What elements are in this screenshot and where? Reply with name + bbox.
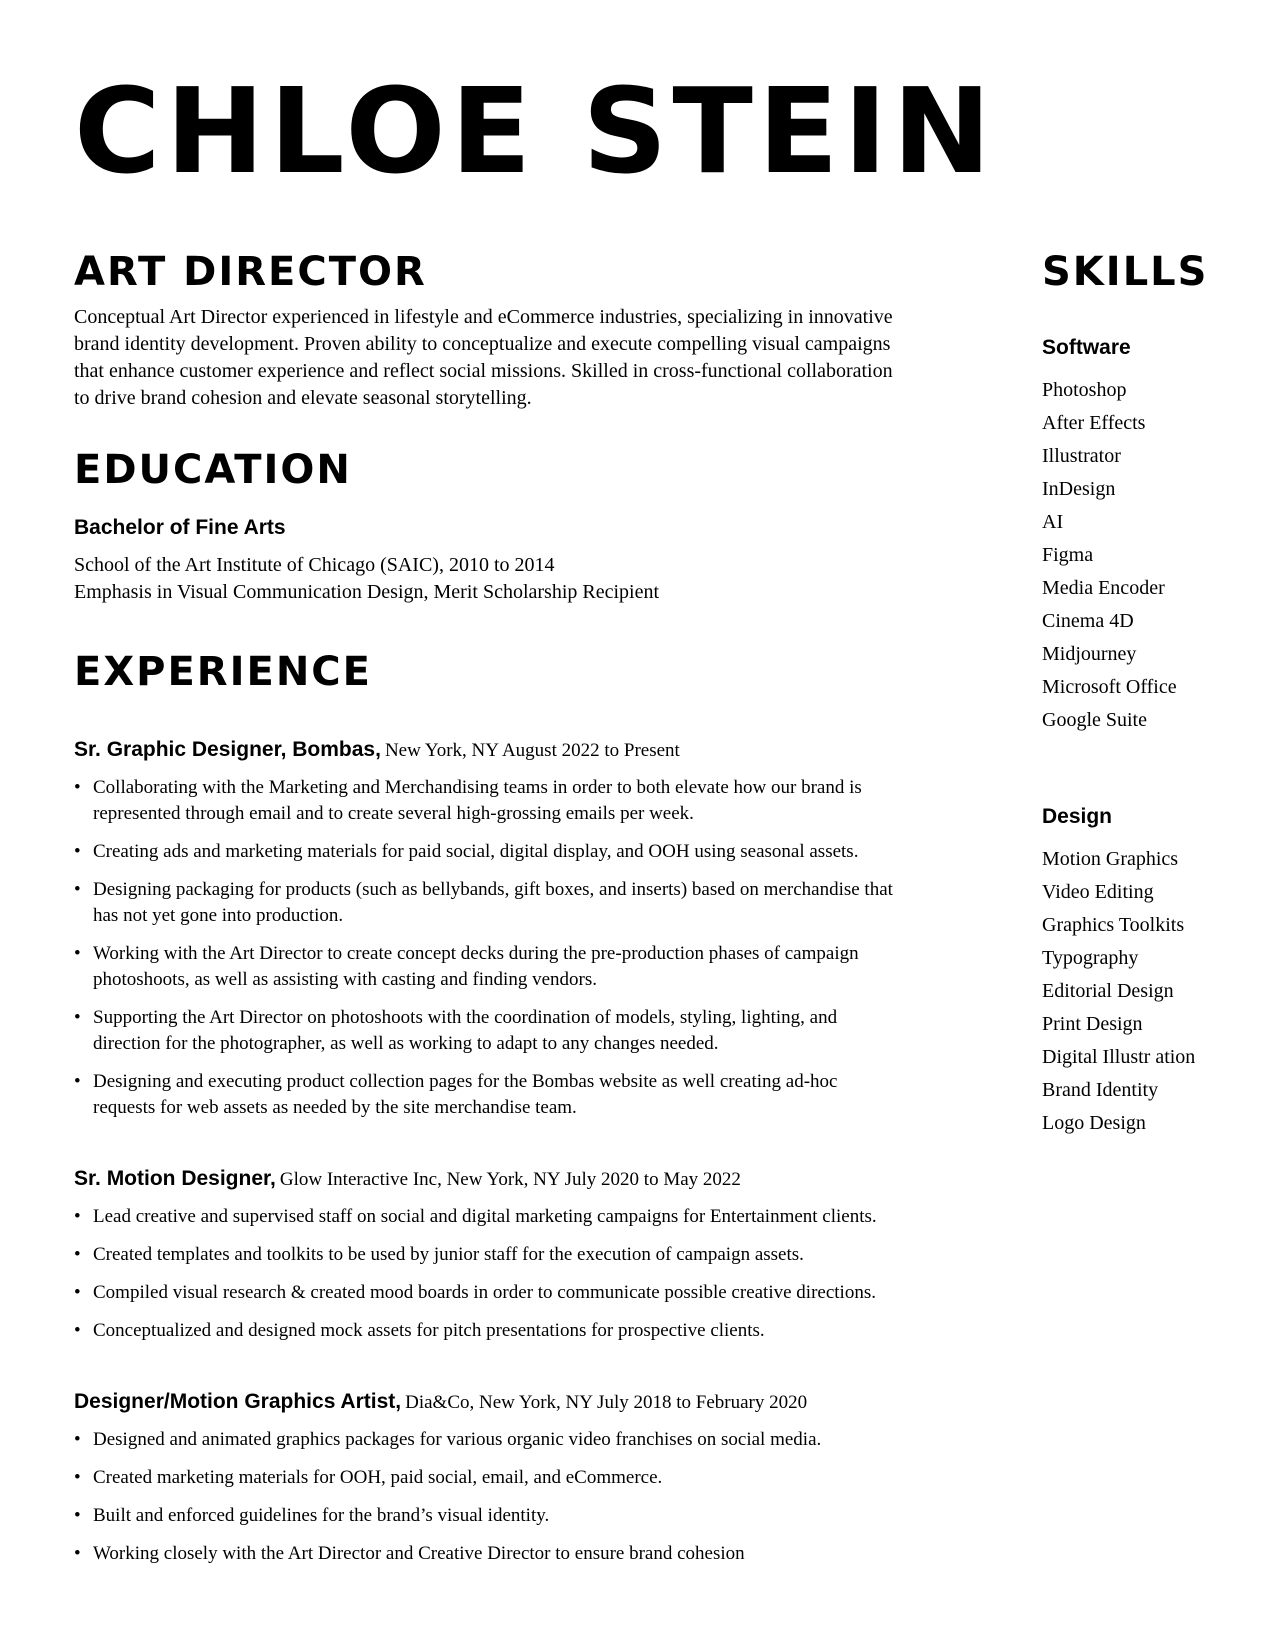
skill-item: Figma [1042, 544, 1094, 566]
job-bullet: • Created marketing materials for OOH, paid social, email, and eCommerce. [74, 1465, 894, 1491]
design-skills [1042, 805, 1262, 1140]
job-entry [74, 1165, 894, 1344]
job-bullet: • Creating ads and marketing materials for paid social, digital display, and OOH using seasonal assets. [74, 839, 894, 865]
education-details: Emphasis in Visual Communication Design, Merit Scholarship Recipient [74, 581, 660, 603]
job-header [74, 1165, 894, 1194]
job-bullets [74, 1204, 894, 1344]
school-line: School of the Art Institute of Chicago (SAIC), 2010 to 2014 [74, 554, 555, 576]
job-bullets [74, 1427, 894, 1567]
experience-heading: EXPERIENCE [74, 649, 372, 695]
skill-item: Brand Identity [1042, 1079, 1159, 1101]
software-title: Software [1042, 336, 1131, 359]
skill-item: Midjourney [1042, 643, 1137, 665]
skill-item: Google Suite [1042, 709, 1147, 731]
job-header [74, 736, 894, 765]
skill-item: Media Encoder [1042, 577, 1165, 599]
degree-title: Bachelor of Fine Arts [74, 516, 286, 539]
job-bullet: • Conceptualized and designed mock assets for pitch presentations for prospective clients. [74, 1318, 894, 1344]
job-title: Designer/Motion Graphics Artist, [74, 1390, 402, 1413]
skills-heading: SKILLS [1042, 249, 1209, 295]
design-title: Design [1042, 805, 1113, 828]
job-title: Sr. Graphic Designer, Bombas, [74, 738, 381, 761]
skill-item: InDesign [1042, 478, 1116, 500]
job-meta: Glow Interactive Inc, New York, NY July 2020 to May 2022 [279, 1169, 741, 1190]
main-column [74, 249, 894, 1579]
job-bullet: • Compiled visual research & created mood boards in order to communicate possible creative directions. [74, 1280, 894, 1306]
job-bullet: • Designing packaging for products (such as bellybands, gift boxes, and inserts) based on merchandise that has not yet gone into production. [74, 877, 894, 929]
design-list [1042, 843, 1262, 1140]
skill-item: Graphics Toolkits [1042, 914, 1185, 936]
skill-item: Video Editing [1042, 881, 1154, 903]
skill-item: AI [1042, 511, 1064, 533]
resume-name: CHLOE STEIN [74, 62, 997, 200]
summary-heading: ART DIRECTOR [74, 249, 427, 295]
job-bullet: • Built and enforced guidelines for the brand’s visual identity. [74, 1503, 894, 1529]
summary-text: Conceptual Art Director experienced in lifestyle and eCommerce industries, specializing in innovative brand identity development. Proven ability to conceptualize and execute compelling visual campaigns that enhance customer experience and reflect social missions. Skilled in cross-functional collaboration to drive brand cohesion and elevate seasonal storytelling. [74, 306, 893, 409]
skill-item: After Effects [1042, 412, 1146, 434]
skill-item: Cinema 4D [1042, 610, 1134, 632]
job-bullet: • Lead creative and supervised staff on social and digital marketing campaigns for Entertainment clients. [74, 1204, 894, 1230]
skills-sidebar [1042, 249, 1262, 1140]
job-bullet: • Designing and executing product collection pages for the Bombas website as well creating ad-hoc requests for web assets as needed by the site merchandise team. [74, 1069, 894, 1121]
software-list [1042, 374, 1262, 737]
skill-item: Editorial Design [1042, 980, 1174, 1002]
skill-item: Logo Design [1042, 1112, 1146, 1134]
skill-item: Digital Illustr ation [1042, 1046, 1196, 1068]
job-bullet: • Collaborating with the Marketing and Merchandising teams in order to both elevate how our brand is represented through email and to create several high-grossing emails per week. [74, 775, 894, 827]
job-meta: New York, NY August 2022 to Present [384, 740, 680, 761]
skill-item: Motion Graphics [1042, 848, 1179, 870]
education-heading: EDUCATION [74, 447, 352, 493]
education-section [74, 447, 894, 606]
experience-section [74, 649, 894, 1567]
job-bullet: • Working with the Art Director to create concept decks during the pre-production phases of campaign photoshoots, as well as assisting with casting and finding vendors. [74, 941, 894, 993]
skill-item: Typography [1042, 947, 1139, 969]
job-bullet: • Supporting the Art Director on photoshoots with the coordination of models, styling, lighting, and direction for the photographer, as well as working to adapt to any changes needed. [74, 1005, 894, 1057]
job-bullets [74, 775, 894, 1121]
summary-section [74, 249, 894, 412]
job-bullet: • Working closely with the Art Director and Creative Director to ensure brand cohesion [74, 1541, 894, 1567]
job-bullet: • Created templates and toolkits to be used by junior staff for the execution of campaign assets. [74, 1242, 894, 1268]
job-entry [74, 736, 894, 1121]
job-entry [74, 1388, 894, 1567]
skill-item: Microsoft Office [1042, 676, 1177, 698]
skill-item: Photoshop [1042, 379, 1127, 401]
skill-item: Illustrator [1042, 445, 1121, 467]
job-header [74, 1388, 894, 1417]
job-title: Sr. Motion Designer, [74, 1167, 276, 1190]
job-bullet: • Designed and animated graphics packages for various organic video franchises on social media. [74, 1427, 894, 1453]
software-skills [1042, 336, 1262, 737]
job-meta: Dia&Co, New York, NY July 2018 to February 2020 [405, 1392, 808, 1413]
skill-item: Print Design [1042, 1013, 1143, 1035]
